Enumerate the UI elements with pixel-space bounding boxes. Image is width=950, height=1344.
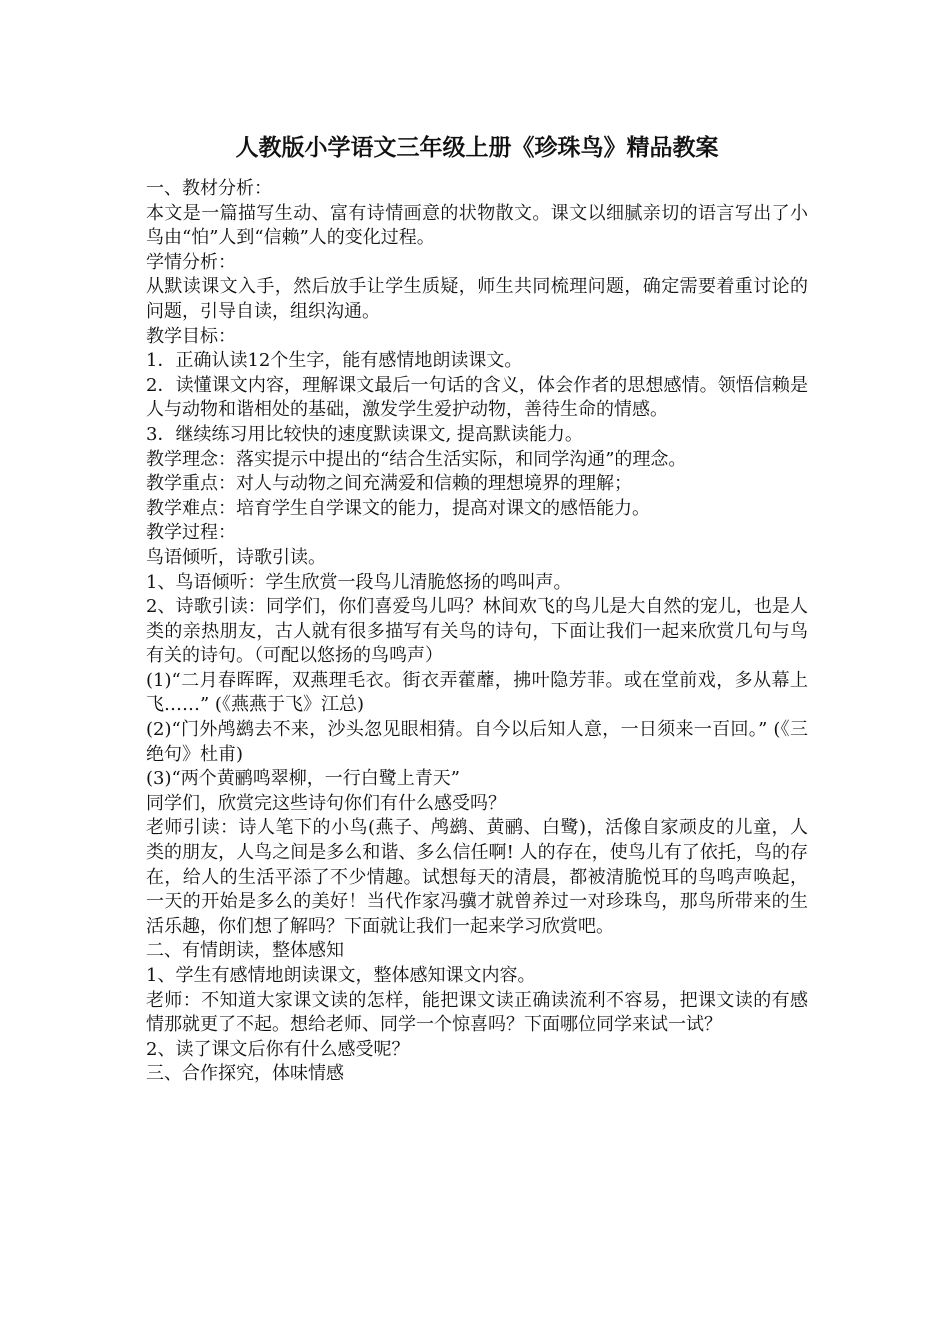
poem-quote: (2)“门外鸬鹚去不来，沙头忽见眼相猜。自今以后知人意，一日须来一百回。” (《三绝句》杜甫)	[146, 719, 808, 765]
poem-quote: (3)“两个黄鹂鸣翠柳，一行白鹭上青天”	[146, 768, 460, 790]
teaching-goal-item: 1．正确认读12个生字，能有感情地朗读课文。	[146, 350, 523, 372]
teacher-question: 同学们，欣赏完这些诗句你们有什么感受吗？	[146, 792, 506, 814]
teacher-guided-reading: 老师引读：诗人笔下的小鸟(燕子、鸬鹚、黄鹂、白鹭)，活像自家顽皮的儿童，人类的朋友，人鸟之间是多么和谐、多么信任啊! 人的存在，使鸟儿有了依托，鸟的存在，给人的生活平添了不少情趣。试想每天的清晨，都被清脆悦耳的鸟鸣声唤起，一天的开始是多么的美好！当代作家冯骥才就曾养过一对珍珠鸟，那鸟所带来的生活乐趣，你们想了解吗？下面就让我们一起来学习欣赏吧。	[146, 817, 808, 937]
teaching-goal-item: 2．读懂课文内容，理解课文最后一句话的含义，体会作者的思想感情。领悟信赖是人与动物和谐相处的基础，激发学生爱护动物，善待生命的情感。	[146, 374, 808, 421]
process-step-item: 2、诗歌引读：同学们，你们喜爱鸟儿吗？林间欢飞的鸟儿是大自然的宠儿，也是人类的亲热朋友，古人就有很多描写有关鸟的诗句，下面让我们一起来欣赏几句与鸟有关的诗句。（可配以悠扬的鸟鸣声）	[146, 596, 808, 667]
student-analysis-text: 从默读课文入手，然后放手让学生质疑，师生共同梳理问题，确定需要着重讨论的问题，引导自读，组织沟通。	[146, 276, 808, 322]
section-heading-reading: 二、有情朗读，整体感知	[146, 940, 344, 962]
teaching-difficulty: 教学难点：培育学生自学课文的能力，提高对课文的感悟能力。	[146, 497, 650, 519]
document-page	[146, 128, 808, 1087]
section-heading-student-analysis: 学情分析：	[146, 251, 236, 273]
process-step-item: 1、鸟语倾听：学生欣赏一段鸟儿清脆悠扬的鸣叫声。	[146, 571, 572, 593]
reading-step-item: 2、读了课文后你有什么感受呢？	[146, 1038, 410, 1060]
material-analysis-text: 本文是一篇描写生动、富有诗情画意的状物散文。课文以细腻亲切的语言写出了小鸟由“怕”人到“信赖”人的变化过程。	[146, 202, 808, 249]
teaching-goal-item: 3．继续练习用比较快的速度默读课文, 提高默读能力。	[146, 423, 583, 445]
section-heading-teaching-goals: 教学目标：	[146, 325, 236, 347]
document-title: 人教版小学语文三年级上册《珍珠鸟》精品教案	[235, 134, 719, 161]
section-heading-cooperation: 三、合作探究，体味情感	[146, 1063, 344, 1085]
section-heading-teaching-process: 教学过程：	[146, 522, 236, 544]
process-step-heading: 鸟语倾听，诗歌引读。	[146, 546, 326, 568]
teaching-key-point: 教学重点：对人与动物之间充满爱和信赖的理想境界的理解；	[146, 473, 632, 495]
reading-step-item: 1、学生有感情地朗读课文，整体感知课文内容。	[146, 965, 536, 986]
section-heading-material-analysis: 一、教材分析：	[146, 178, 272, 199]
teaching-concept: 教学理念：落实提示中提出的“结合生活实际，和同学沟通”的理念。	[146, 448, 687, 470]
poem-quote: (1)“二月春晖晖，双燕理毛衣。街衣弄藿蘼，拂叶隐芳菲。或在堂前戏，多从幕上飞……” (《燕燕于飞》江总)	[146, 669, 808, 716]
teacher-remark: 老师：不知道大家课文读的怎样，能把课文读正确读流利不容易，把课文读的有感情那就更了不起。想给老师、同学一个惊喜吗？下面哪位同学来试一试？	[146, 989, 808, 1036]
document-body	[146, 177, 808, 1087]
